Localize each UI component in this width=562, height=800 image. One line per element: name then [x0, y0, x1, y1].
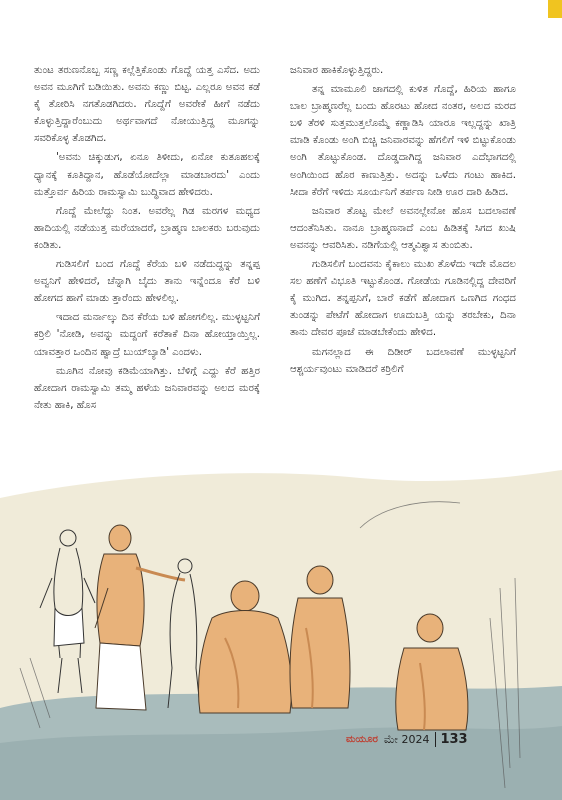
page-number: 133	[435, 732, 467, 747]
paragraph: ಇದಾದ ಮರ್ನಾಲ್ಕು ದಿನ ಕೆರೆಯ ಬಳಿ ಹೋಗಲಿಲ್ಲ. ಮುಳ್ಳಟ್ಟನಿಗೆ ಕರ್ರಿಲಿ 'ನೋಡಿ, ಅವನ್ನು ಮದ್ದಂಗೆ ಕರೆತಾಕೆ ದಿನಾ ಹೋಯ್ತಾಯ್ತಿಲ್ಲ. ಯಾವತ್ತಾರ ಒಂದಿನ ಹ್ವಾದ್ರೆ ಬುಯ್‌ಬ್ಯಾಡಿ' ಎಂದಳು.	[34, 312, 260, 358]
paragraph: ಗುಡಿಸಲಿಗೆ ಬಂದ ಗೊದ್ದೆ ಕೆರೆಯ ಬಳಿ ನಡೆದುದ್ದನ್ನು ತನ್ನಪ್ಪ ಅವ್ವನಿಗೆ ಹೇಳಿದರೆ, ಚೆನ್ನಾಗಿ ಬೈದು ತಾನು ಇನ್ನೆಂದೂ ಕೆರೆ ಬಳಿ ಹೋಗದ ಹಾಗೆ ಮಾಡು ತ್ತಾರೆಂದು ಹೇಳಲಿಲ್ಲ.	[34, 259, 260, 305]
right-text-column	[290, 62, 516, 380]
paragraph: ಜನಿವಾರ ತೊಟ್ಟ ಮೇಲೆ ಅವನಲ್ಲೇನೋ ಹೊಸ ಬದಲಾವಣೆ ಆದಂತೆನಿಸಿತು. ನಾನೂ ಬ್ರಾಹ್ಮಣನಾದೆ ಎಂಬ ಹಿಡಿತಕ್ಕೆ ಸಿಗದ ಖುಷಿ ಅವನನ್ನು ಆವರಿಸಿತು. ನಡಿಗೆಯಲ್ಲಿ ಆತ್ಮವಿಶ್ವಾಸ ತುಂಬಿತು.	[290, 205, 516, 251]
corner-color-tab	[548, 0, 562, 18]
paragraph: ತುಂಟ ತರುಣನೊಬ್ಬ ಸಣ್ಣ ಕಲ್ಲೆತ್ತಿಕೊಂಡು ಗೊದ್ದೆ ಯತ್ತ ಎಸೆದ. ಅದು ಅವನ ಮೂಗಿಗೆ ಬಡಿಯಿತು. ಅವನು ಕಣ್ಣು ಬಿಟ್ಟ. ಎಲ್ಲರೂ ಅವನ ಕಡೆ ಕೈ ತೋರಿಸಿ ನಗತೊಡಗಿದರು. ಗೊದ್ದೆಗೆ ಅವರೇಕೆ ಹೀಗೆ ನಡೆದು ಕೊಳ್ಳುತ್ತಿದ್ದಾರೆಂಬುದು ಅರ್ಥವಾಗದೆ ನೋಯುತ್ತಿದ್ದ ಮೂಗನ್ನು ಸವರಿಕೊಳ್ಳ ತೊಡಗಿದ.	[34, 65, 260, 145]
left-text-column	[34, 62, 260, 416]
bathing-scene-illustration	[0, 468, 562, 800]
paragraph: 'ಅವನು ಚಿಕ್ಕುಡುಗ, ಏನೂ ತಿಳೀದು, ಏನೋ ಕುತೂಹಲಕ್ಕೆ ಧ್ಯಾನಕ್ಕೆ ಕೂತಿದ್ದಾನ, ಹೊಡೆಯೋದೆಲ್ಲಾ ಮಾಡಬಾರದು' ಎಂದು ಮತ್ತೊರ್ವ ಹಿರಿಯ ರಾಮಸ್ವಾಮಿ ಬುದ್ಧಿವಾದ ಹೇಳಿದರು.	[34, 152, 260, 198]
paragraph: ಮೂಗಿನ ನೋವು ಕಡಿಮೆಯಾಗಿತ್ತು. ಬೆಳಿಗ್ಗೆ ಎದ್ದು ಕೆರೆ ಹತ್ತಿರ ಹೋದಾಗ ರಾಮಸ್ವಾಮಿ ತಮ್ಮ ಹಳೆಯ ಜನಿವಾರವನ್ನು ಅಲದ ಮರಕ್ಕೆ ನೇತು ಹಾಕಿ, ಹೊಸ	[34, 365, 260, 411]
paragraph: ತನ್ನ ಮಾಮೂಲಿ ಜಾಗದಲ್ಲಿ ಕುಳಿತ ಗೊದ್ದೆ, ಹಿರಿಯ ಹಾಗೂ ಬಾಲ ಬ್ರಾಹ್ಮಣರೆಲ್ಲ ಬಂದು ಹೊರಟು ಹೋದ ನಂತರ, ಅಲದ ಮರದ ಬಳಿ ತೆರಳಿ ಸುತ್ತಮುತ್ತಲೊಮ್ಮೆ ಕಣ್ಣಾಡಿಸಿ ಯಾರೂ ಇಲ್ಲದ್ದನ್ನು ಖಾತ್ರಿ ಮಾಡಿ ಕೊಂಡು ಅಂಗಿ ಬಿಚ್ಚಿ ಜನಿವಾರವನ್ನು ಹೆಗಲಿಗೆ ಇಳಿ ಬಿಟ್ಟುಕೊಂಡು ಅಂಗಿ ತೊಟ್ಟುಕೊಂಡ. ದೊಡ್ಡದಾಗಿದ್ದ ಜನಿವಾರ ಎದೆಭಾಗದಲ್ಲಿ ಅಂಗಿಯಿಂದ ಹೊರ ಕಾಣುತ್ತಿತ್ತು. ಅದನ್ನು ಒಳೆದು ಗಂಟು ಹಾಕಿದ. ಸೀದಾ ಕೆರೆಗೆ ಇಳಿದು ಸೂರ್ಯನಿಗೆ ತರ್ಪಣ ನೀಡಿ ಊರ ದಾರಿ ಹಿಡಿದ.	[290, 84, 516, 198]
paragraph: ಜನಿವಾರ ಹಾಕಿಕೊಳ್ಳುತ್ತಿದ್ದರು.	[290, 65, 384, 76]
water-ripple	[0, 726, 562, 800]
paragraph: ಮಗನಲ್ಲಾದ ಈ ದಿಡೀರ್ ಬದಲಾವಣೆ ಮುಳ್ಳಟ್ಟನಿಗೆ ಆಶ್ಚರ್ಯವುಂಟು ಮಾಡಿದರೆ ಕರ್ರಿಲಿಗೆ	[290, 346, 516, 375]
paragraph: ಗೊದ್ದೆ ಮೇಲೆದ್ದು ನಿಂತ. ಅವರೆಲ್ಲ ಗಿಡ ಮರಗಳ ಮಧ್ಯದ ಹಾದಿಯಲ್ಲಿ ನಡೆಯುತ್ತ ಮರೆಯಾದರೆ, ಬ್ರಾಹ್ಮಣ ಬಾಲಕರು ಬರುವುದು ಕಂಡಿತು.	[34, 205, 260, 251]
issue-date: ಮೇ 2024	[383, 732, 430, 746]
paragraph: ಗುಡಿಸಲಿಗೆ ಬಂದವನು ಕೈಕಾಲು ಮುಖ ತೊಳೆದು ಇದೇ ಮೊದಲ ಸಲ ಹಣೆಗೆ ವಿಭೂತಿ ಇಟ್ಟುಕೊಂಡ. ಗೋಡೆಯ ಗೂಡಿನಲ್ಲಿದ್ದ ದೇವರಿಗೆ ಕೈ ಮುಗಿದ. ತನ್ನಪ್ಪನಿಗೆ, ಬಾರೆ ಕಡೆಗೆ ಹೋದಾಗ ಒಣಗಿದ ಗಂಧದ ತುಂಡನ್ನು ಪೇಟೆಗೆ ಹೋದಾಗ ಊದುಬತ್ತಿ ಯನ್ನು ತರಬೇಕು, ದಿನಾ ತಾನು ದೇವರ ಪೂಜೆ ಮಾಡಬೇಕೆಂದು ಹೇಳಿದ.	[290, 259, 516, 339]
magazine-logo: ಮಯೂರ	[346, 734, 378, 745]
page-footer	[346, 732, 468, 747]
